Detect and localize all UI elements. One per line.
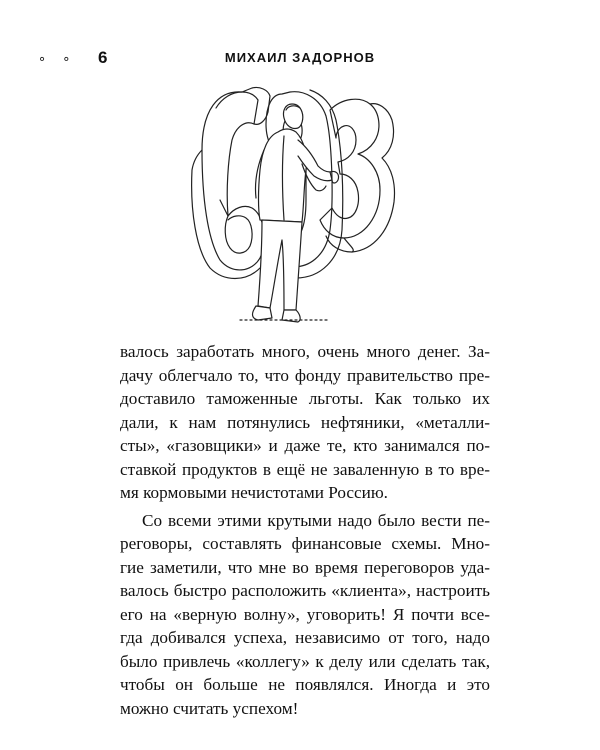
text-line: мя кормовыми нечистотами Россию. xyxy=(120,483,388,502)
text-line: гие заметили, что мне во время переговоров уда- xyxy=(120,557,490,577)
man-pushing-numbers-illustration xyxy=(180,80,400,330)
digit-six-drawing xyxy=(192,87,270,278)
running-head-author: МИХАИЛ ЗАДОРНОВ xyxy=(224,50,376,65)
text-line: дали, к нам потянулись нефтяники, «металли- xyxy=(120,412,490,432)
text-line: доставило таможенные льготы. Как только их xyxy=(120,389,490,408)
text-line: дачу облегчало то, что фонду правительство пре- xyxy=(120,365,490,385)
paragraph-1 xyxy=(120,340,490,505)
text-line: чтобы он больше не появлялся. Иногда и это xyxy=(120,675,490,694)
text-line: сты», «газовщики» и даже те, кто занимался по- xyxy=(120,436,490,455)
page-number: 6 xyxy=(98,48,108,67)
paragraph-2 xyxy=(120,509,490,721)
header-dots-ornament: ∘ ∘ xyxy=(38,52,77,67)
text-line: реговоры, составлять финансовые схемы. Мно- xyxy=(120,534,490,553)
text-line: Со всеми этими крутыми надо было вести пе- xyxy=(142,510,490,530)
text-line: валось заработать много, очень много денег. За- xyxy=(120,342,490,361)
text-line: валось быстро расположить «клиента», настроить xyxy=(120,581,490,600)
body-text xyxy=(120,340,490,720)
man-figure-drawing xyxy=(253,104,339,322)
text-line: можно считать успехом! xyxy=(120,698,299,718)
text-line: ставкой продуктов в ещё не заваленную в то вре- xyxy=(120,459,490,479)
text-line: его на «верную волну», уговорить! Я почти все- xyxy=(120,604,490,624)
text-line: гда добивался успеха, независимо от того, надо xyxy=(120,628,490,647)
text-line: было привлечь «коллегу» к делу или сделать так, xyxy=(120,651,490,671)
